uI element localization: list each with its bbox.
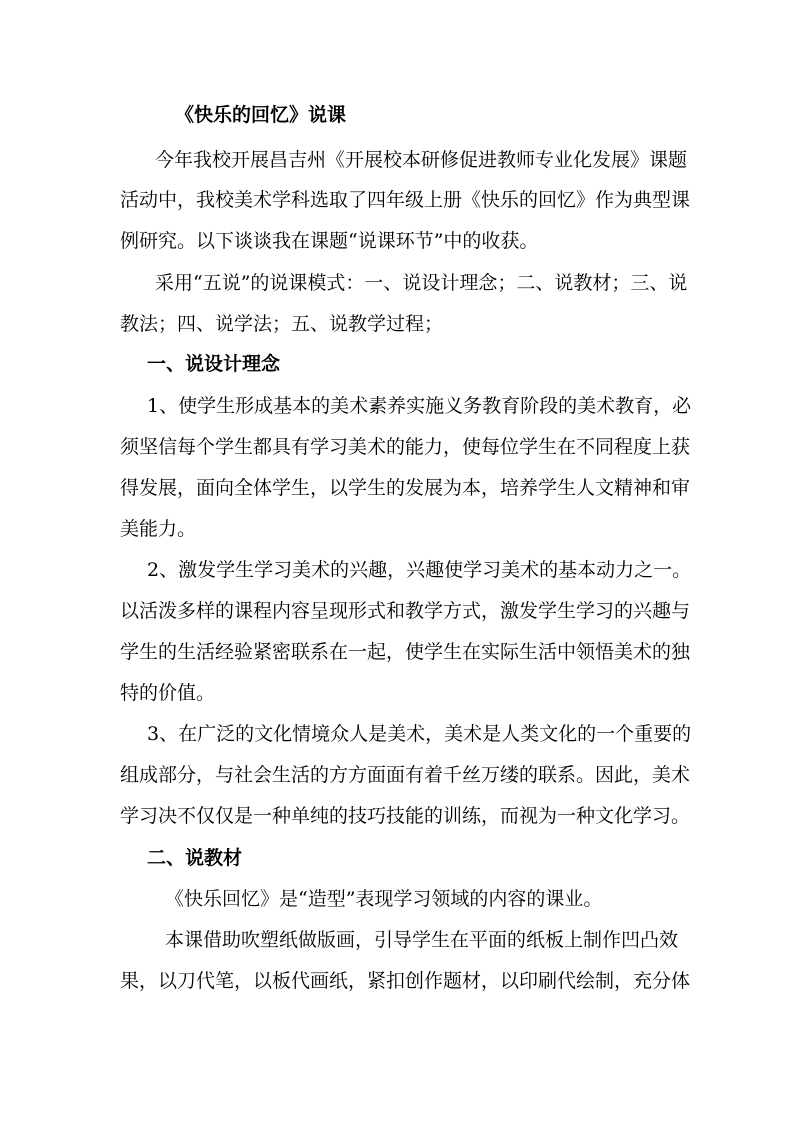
- paragraph-line: 3、在广泛的文化情境众人是美术，美术是人类文化的一个重要的: [147, 723, 692, 745]
- paragraph-line: 采用“五说”的说课模式：一、说设计理念；二、说教材；三、说: [155, 272, 688, 294]
- paragraph-line: 例研究。以下谈谈我在课题“说课环节”中的收获。: [120, 230, 539, 252]
- paragraph-line: 学生的生活经验紧密联系在一起，使学生在实际生活中领悟美术的独: [120, 641, 691, 663]
- paragraph-line: 2、激发学生学习美术的兴趣，兴趣使学习美术的基本动力之一。: [147, 559, 692, 581]
- paragraph-line: 特的价值。: [120, 682, 216, 704]
- paragraph-line: 教法；四、说学法；五、说教学过程；: [120, 313, 444, 335]
- section-heading: 二、说教材: [147, 847, 243, 869]
- paragraph-line: 《快乐回忆》是“造型”表现学习领域的内容的课业。: [165, 888, 603, 910]
- section-heading: 一、说设计理念: [147, 353, 281, 375]
- paragraph-line: 果，以刀代笔，以板代画纸，紧扣创作题材，以印刷代绘制，充分体: [120, 970, 691, 992]
- paragraph-line: 本课借助吹塑纸做版画，引导学生在平面的纸板上制作凹凸效: [165, 929, 679, 951]
- paragraph-line: 活动中，我校美术学科选取了四年级上册《快乐的回忆》作为典型课: [120, 189, 691, 211]
- paragraph-line: 1、使学生形成基本的美术素养实施义务教育阶段的美术教育，必: [147, 395, 692, 417]
- paragraph-line: 得发展，面向全体学生，以学生的发展为本，培养学生人文精神和审: [120, 477, 691, 499]
- paragraph-line: 组成部分，与社会生活的方方面面有着千丝万缕的联系。因此，美术: [120, 764, 691, 786]
- paragraph-line: 美能力。: [120, 518, 197, 540]
- document-title: 《快乐的回忆》说课: [175, 104, 347, 126]
- paragraph-line: 须坚信每个学生都具有学习美术的能力，使每位学生在不同程度上获: [120, 436, 691, 458]
- paragraph-line: 今年我校开展昌吉州《开展校本研修促进教师专业化发展》课题: [155, 149, 688, 171]
- paragraph-line: 以活泼多样的课程内容呈现形式和教学方式，激发学生学习的兴趣与: [120, 600, 691, 622]
- paragraph-line: 学习决不仅仅是一种单纯的技巧技能的训练，而视为一种文化学习。: [120, 805, 691, 827]
